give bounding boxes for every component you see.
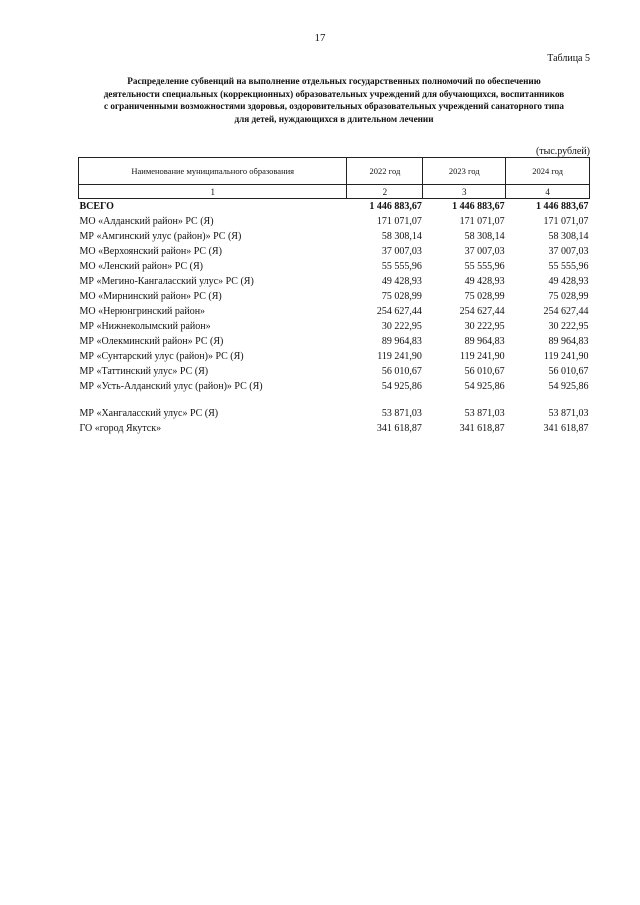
row-name: ВСЕГО (79, 201, 114, 212)
value-2022: 53 871,03 (381, 408, 422, 419)
column-header-municipality: Наименование муниципального образования (79, 158, 347, 185)
spacer-cell (347, 394, 423, 406)
value-2022: 30 222,95 (381, 321, 422, 332)
table-row (79, 229, 590, 244)
row-name: МР «Усть-Алданский улус (район)» РС (Я) (79, 381, 263, 392)
header-row (79, 158, 590, 185)
column-header-2024: 2024 год (506, 158, 590, 185)
row-name: МО «Ленский район» РС (Я) (79, 261, 203, 272)
row-name: МР «Нижнеколымский район» (79, 321, 211, 332)
value-2024: 56 010,67 (548, 366, 589, 377)
table-row (79, 319, 590, 334)
value-2023: 119 241,90 (460, 351, 505, 362)
value-2024: 55 555,96 (548, 261, 589, 272)
value-2023: 171 071,07 (459, 216, 505, 227)
table-title-line: с ограниченными возможностями здоровья, оздоровительных образовательных учреждений санаторного типа (103, 101, 564, 111)
table-row (79, 349, 590, 364)
value-2024: 341 618,87 (543, 423, 589, 434)
table-label: Таблица 5 (547, 53, 590, 64)
value-2022: 171 071,07 (376, 216, 422, 227)
row-spacer (79, 394, 590, 406)
value-2023: 53 871,03 (464, 408, 505, 419)
row-name: МО «Мирнинский район» РС (Я) (79, 291, 222, 302)
table-title-line: деятельности специальных (коррекционных) образовательных учреждений для обучающихся, воспитанников (103, 88, 565, 99)
value-2023: 55 555,96 (464, 261, 505, 272)
value-2022: 56 010,67 (381, 366, 422, 377)
row-name: МО «Нерюнгринский район» (79, 306, 206, 317)
value-2023: 56 010,67 (464, 366, 505, 377)
table-row (79, 244, 590, 259)
value-2022: 58 308,14 (381, 231, 422, 242)
column-number: 3 (423, 185, 506, 199)
value-2022: 341 618,87 (376, 423, 422, 434)
table-row (79, 364, 590, 379)
value-2024: 1 446 883,67 (536, 201, 589, 212)
table-row (79, 379, 590, 394)
row-name: МР «Сунтарский улус (район)» РС (Я) (79, 351, 244, 362)
table-title-line: Распределение субвенций на выполнение отдельных государственных полномочий по обеспечению (127, 76, 541, 86)
table-title-line: для детей, нуждающихся в длительном лечении (234, 113, 434, 124)
value-2022: 254 627,44 (376, 306, 422, 317)
row-name: МР «Олекминский район» РС (Я) (79, 336, 224, 347)
value-2024: 171 071,07 (543, 216, 589, 227)
page-number: 17 (314, 32, 326, 44)
value-2022: 119 241,90 (377, 351, 422, 362)
column-number-row (79, 185, 590, 199)
value-2023: 341 618,87 (459, 423, 505, 434)
total-row (79, 199, 590, 215)
table-row (79, 304, 590, 319)
table-row (79, 289, 590, 304)
column-header-2023: 2023 год (423, 158, 506, 185)
row-name: МР «Таттинский улус» РС (Я) (79, 366, 209, 377)
row-name: МО «Алданский район» РС (Я) (79, 216, 214, 227)
value-2022: 75 028,99 (381, 291, 422, 302)
value-2023: 75 028,99 (464, 291, 505, 302)
row-name: МО «Верхоянский район» РС (Я) (79, 246, 222, 257)
value-2024: 49 428,93 (548, 276, 589, 287)
table-title (78, 75, 590, 125)
value-2024: 89 964,83 (548, 336, 589, 347)
value-2024: 54 925,86 (548, 381, 589, 392)
spacer-cell (79, 394, 347, 406)
value-2023: 37 007,03 (464, 246, 505, 257)
table-row (79, 421, 590, 436)
value-2023: 254 627,44 (459, 306, 505, 317)
value-2022: 55 555,96 (381, 261, 422, 272)
value-2022: 54 925,86 (381, 381, 422, 392)
value-2023: 49 428,93 (464, 276, 505, 287)
units-label: (тыс.рублей) (535, 146, 590, 157)
value-2023: 54 925,86 (464, 381, 505, 392)
row-name: ГО «город Якутск» (79, 423, 162, 434)
subsidy-table (78, 157, 590, 436)
column-number: 2 (347, 185, 423, 199)
spacer-cell (506, 394, 590, 406)
table-row (79, 274, 590, 289)
table-row (79, 259, 590, 274)
value-2022: 49 428,93 (381, 276, 422, 287)
value-2022: 37 007,03 (381, 246, 422, 257)
value-2022: 1 446 883,67 (369, 201, 422, 212)
value-2023: 30 222,95 (464, 321, 505, 332)
value-2024: 53 871,03 (548, 408, 589, 419)
row-name: МР «Мегино-Кангаласский улус» РС (Я) (79, 276, 254, 287)
value-2023: 89 964,83 (464, 336, 505, 347)
value-2022: 89 964,83 (381, 336, 422, 347)
value-2024: 75 028,99 (548, 291, 589, 302)
value-2024: 58 308,14 (548, 231, 589, 242)
row-name: МР «Амгинский улус (район)» РС (Я) (79, 231, 242, 242)
spacer-cell (423, 394, 506, 406)
table-row (79, 406, 590, 421)
value-2023: 58 308,14 (464, 231, 505, 242)
value-2024: 254 627,44 (543, 306, 589, 317)
value-2024: 119 241,90 (543, 351, 589, 362)
value-2023: 1 446 883,67 (452, 201, 505, 212)
column-number: 1 (79, 185, 347, 199)
value-2024: 37 007,03 (548, 246, 589, 257)
table-row (79, 214, 590, 229)
column-header-2022: 2022 год (347, 158, 423, 185)
table-row (79, 334, 590, 349)
column-number: 4 (506, 185, 590, 199)
row-name: МР «Хангаласский улус» РС (Я) (79, 408, 219, 419)
value-2024: 30 222,95 (548, 321, 589, 332)
